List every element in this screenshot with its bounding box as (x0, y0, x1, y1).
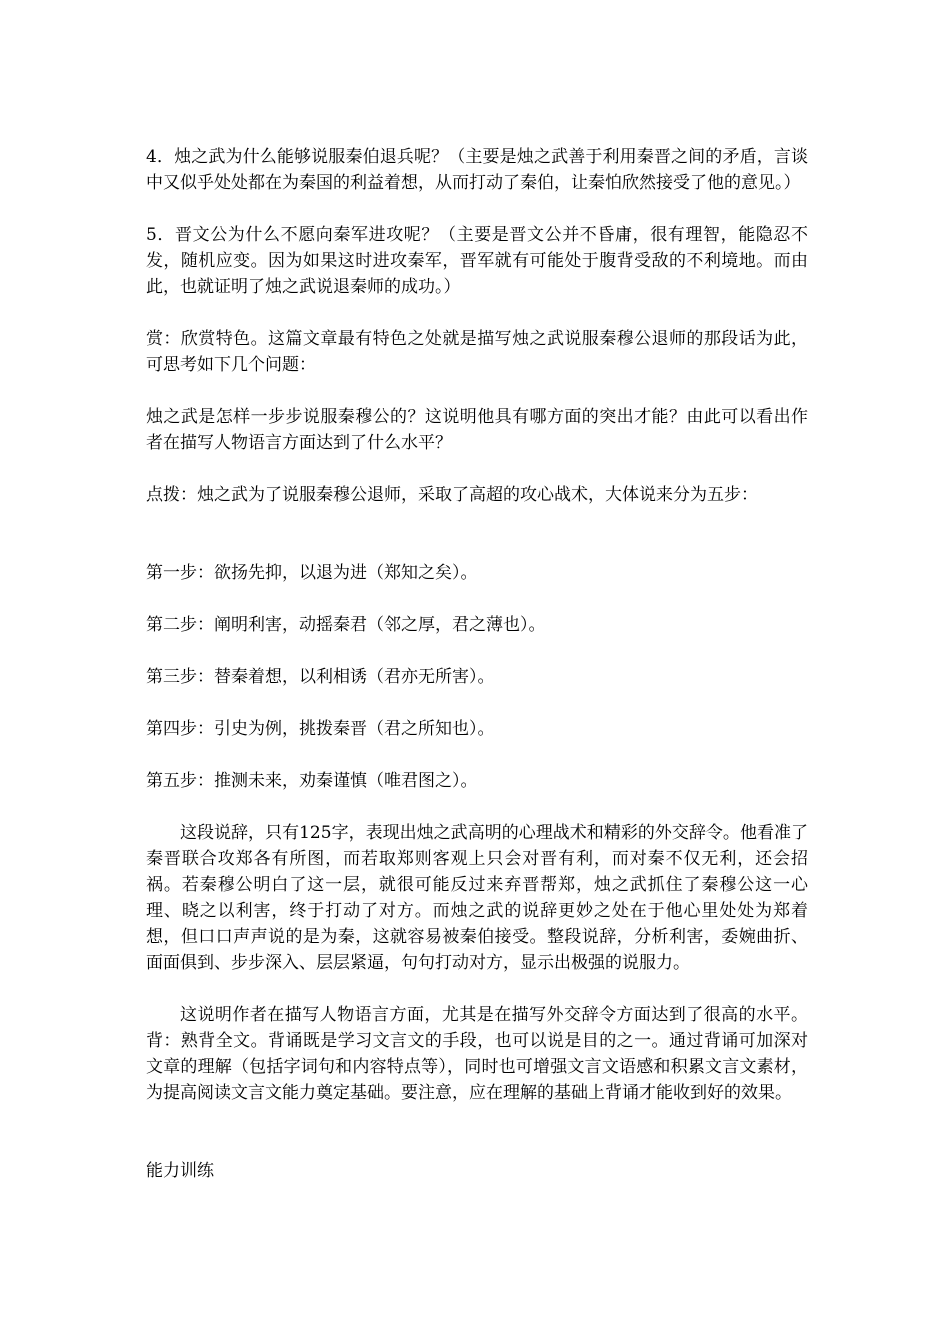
step-3: 第三步：替秦着想，以利相诱（君亦无所害）。 (146, 667, 495, 687)
hint-paragraph: 点拨：烛之武为了说服秦穆公退师，采取了高超的攻心战术，大体说来分为五步： (146, 485, 758, 505)
step-4: 第四步：引史为例，挑拨秦晋（君之所知也）。 (146, 719, 495, 739)
conclusion-paragraph: 这说明作者在描写人物语言方面，尤其是在描写外交辞令方面达到了很高的水平。 背：熟背全文。背诵既是学习文言文的手段，也可以说是目的之一。通过背诵可加深对文章的理解（包括字词句和内容特点等），同时也可增强文言文语感和积累文言文素材，为提高阅读文言文能力奠定基础。要注意，应在理解的基础上背诵才能收到好的效果。 (146, 1005, 808, 1103)
step-2: 第二步：阐明利害，动摇秦君（邻之厚，君之薄也）。 (146, 615, 546, 635)
question-4: 4．烛之武为什么能够说服秦伯退兵呢？（主要是烛之武善于利用秦晋之间的矛盾，言谈中又似乎处处都在为秦国的利益着想，从而打动了秦伯，让秦怕欣然接受了他的意见。） (146, 147, 808, 193)
appreciation-paragraph: 赏：欣赏特色。这篇文章最有特色之处就是描写烛之武说服秦穆公退师的那段话为此，可思考如下几个问题： (146, 329, 808, 375)
analysis-paragraph: 这段说辞，只有125字，表现出烛之武高明的心理战术和精彩的外交辞令。他看准了秦晋联合攻郑各有所图，而若取郑则客观上只会对晋有利，而对秦不仅无利，还会招祸。若秦穆公明白了这一层，就很可能反过来弃晋帮郑，烛之武抓住了秦穆公这一心理、晓之以利害，终于打动了对方。而烛之武的说辞更妙之处在于他心里处处为郑着想，但口口声声说的是为秦，这就容易被秦伯接受。整段说辞，分析利害，委婉曲折、面面俱到、步步深入、层层紧逼，句句打动对方，显示出极强的说服力。 (146, 823, 808, 973)
discussion-question: 烛之武是怎样一步步说服秦穆公的？这说明他具有哪方面的突出才能？由此可以看出作者在描写人物语言方面达到了什么水平？ (146, 407, 808, 453)
document-body (146, 144, 808, 1184)
section-heading: 能力训练 (146, 1161, 214, 1181)
step-1: 第一步：欲扬先抑，以退为进（郑知之矣）。 (146, 563, 478, 583)
question-5: 5．晋文公为什么不愿向秦军进攻呢？（主要是晋文公并不昏庸，很有理智，能隐忍不发，随机应变。因为如果这时进攻秦军，晋军就有可能处于腹背受敌的不利境地。而由此，也就证明了烛之武说退秦师的成功。） (146, 225, 808, 297)
step-5: 第五步：推测未来，劝秦谨慎（唯君图之）。 (146, 771, 478, 791)
